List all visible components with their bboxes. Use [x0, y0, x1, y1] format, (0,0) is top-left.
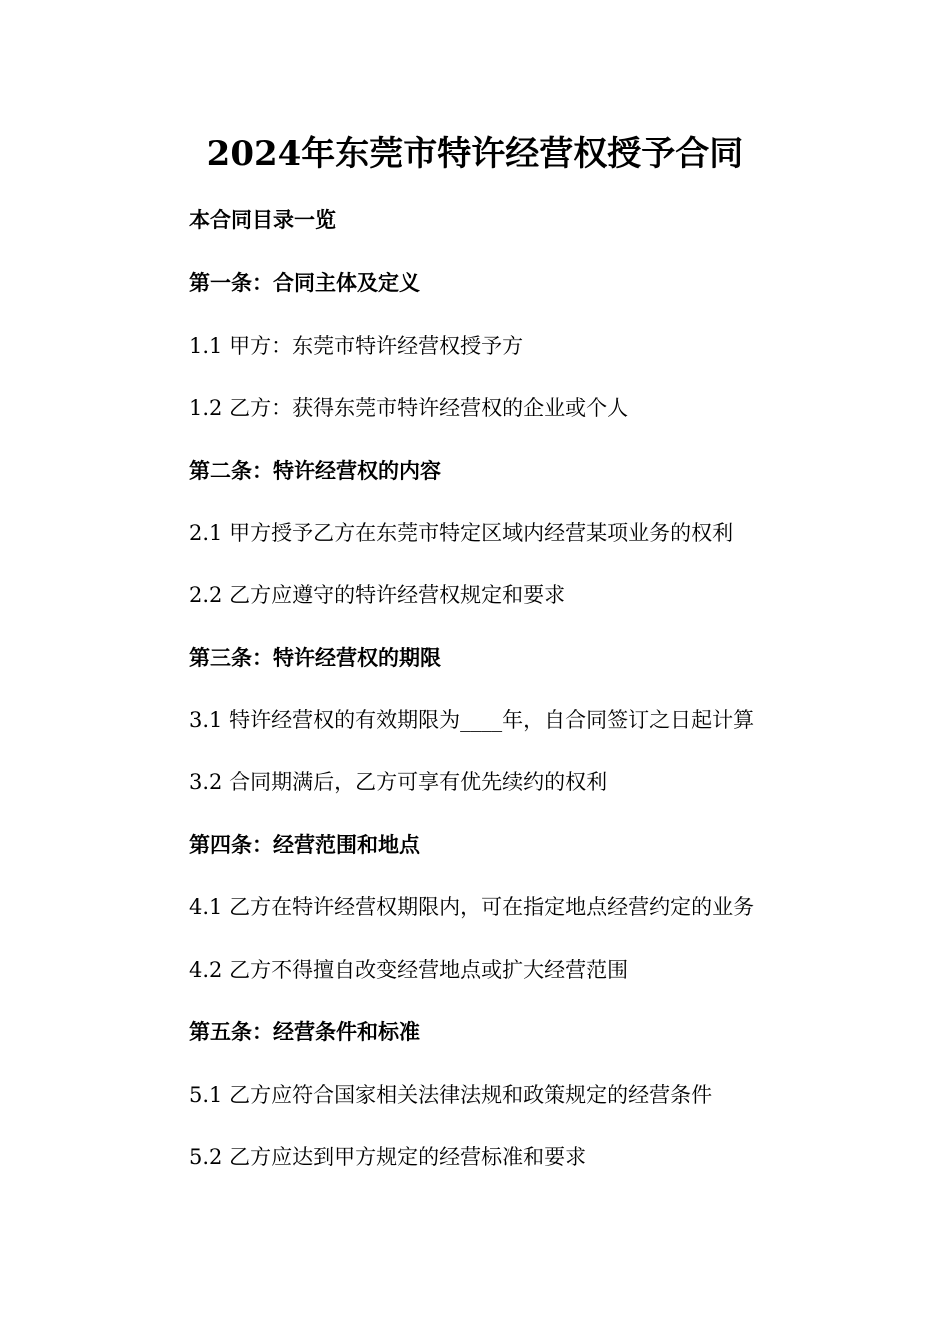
- article-5-heading: 第五条：经营条件和标准: [189, 1020, 420, 1044]
- clause-4-1: 4.1 乙方在特许经营权期限内，可在指定地点经营约定的业务: [189, 895, 755, 919]
- article-3-heading: 第三条：特许经营权的期限: [189, 646, 441, 670]
- toc-heading: 本合同目录一览: [189, 208, 336, 232]
- clause-2-2: 2.2 乙方应遵守的特许经营权规定和要求: [189, 583, 566, 607]
- clause-3-1: 3.1 特许经营权的有效期限为____年，自合同签订之日起计算: [189, 708, 755, 732]
- clause-5-2: 5.2 乙方应达到甲方规定的经营标准和要求: [189, 1145, 587, 1169]
- clause-1-2: 1.2 乙方：获得东莞市特许经营权的企业或个人: [189, 396, 629, 420]
- article-2-heading: 第二条：特许经营权的内容: [189, 459, 441, 483]
- document-title: 2024年东莞市特许经营权授予合同: [206, 134, 744, 174]
- article-1-heading: 第一条：合同主体及定义: [189, 271, 420, 295]
- clause-3-2: 3.2 合同期满后，乙方可享有优先续约的权利: [189, 770, 608, 794]
- clause-5-1: 5.1 乙方应符合国家相关法律法规和政策规定的经营条件: [189, 1083, 713, 1107]
- clause-2-1: 2.1 甲方授予乙方在东莞市特定区域内经营某项业务的权利: [189, 521, 734, 545]
- article-4-heading: 第四条：经营范围和地点: [189, 833, 420, 857]
- clause-4-2: 4.2 乙方不得擅自改变经营地点或扩大经营范围: [189, 958, 629, 982]
- clause-1-1: 1.1 甲方：东莞市特许经营权授予方: [189, 334, 524, 358]
